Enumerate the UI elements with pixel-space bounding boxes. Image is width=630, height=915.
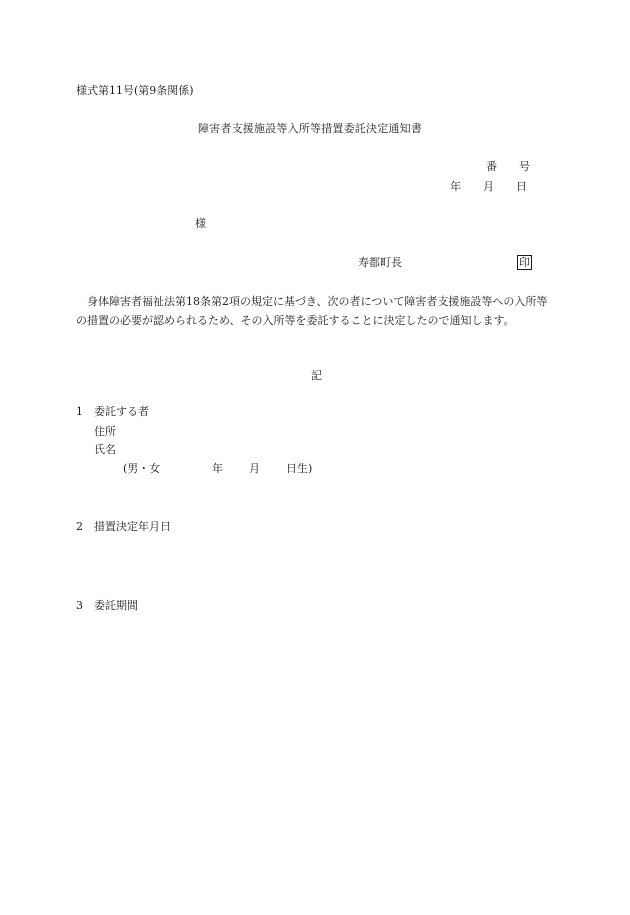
issuer-line [358, 255, 532, 270]
document-number-label: 番 号 [486, 160, 530, 173]
address-label: 住所 [94, 425, 116, 438]
ki-heading: 記 [311, 369, 322, 382]
document-date-label: 年 月 日 [450, 180, 527, 193]
seal-mark: 印 [519, 256, 530, 269]
document-title: 障害者支援施設等入所等措置委託決定通知書 [198, 122, 422, 135]
item-consignment-period [76, 599, 138, 612]
item-label: 委託する者 [94, 405, 149, 418]
item-number: 2 [76, 520, 83, 533]
item-decision-date [76, 520, 171, 533]
item-consignee [76, 405, 149, 418]
item-number: 1 [76, 405, 83, 418]
birth-day-label: 日生) [286, 462, 313, 475]
item-label: 措置決定年月日 [94, 520, 171, 533]
gender-label: (男・女 [123, 462, 161, 475]
notice-body-text: 身体障害者福祉法第18条第2項の規定に基づき、次の者について障害者支援施設等への入所等の措置の必要が認められるため、その入所等を委託することに決定したので通知します。 [76, 295, 548, 327]
birth-month-label: 月 [249, 462, 260, 475]
recipient-suffix: 様 [195, 217, 206, 230]
issuer-name: 寿都町長 [358, 256, 402, 269]
item-label: 委託期間 [94, 599, 138, 612]
name-label: 氏名 [94, 443, 116, 456]
birth-year-label: 年 [212, 462, 223, 475]
form-number: 様式第11号(第9条関係) [76, 84, 194, 97]
item-number: 3 [76, 599, 83, 612]
birth-line [123, 462, 312, 475]
